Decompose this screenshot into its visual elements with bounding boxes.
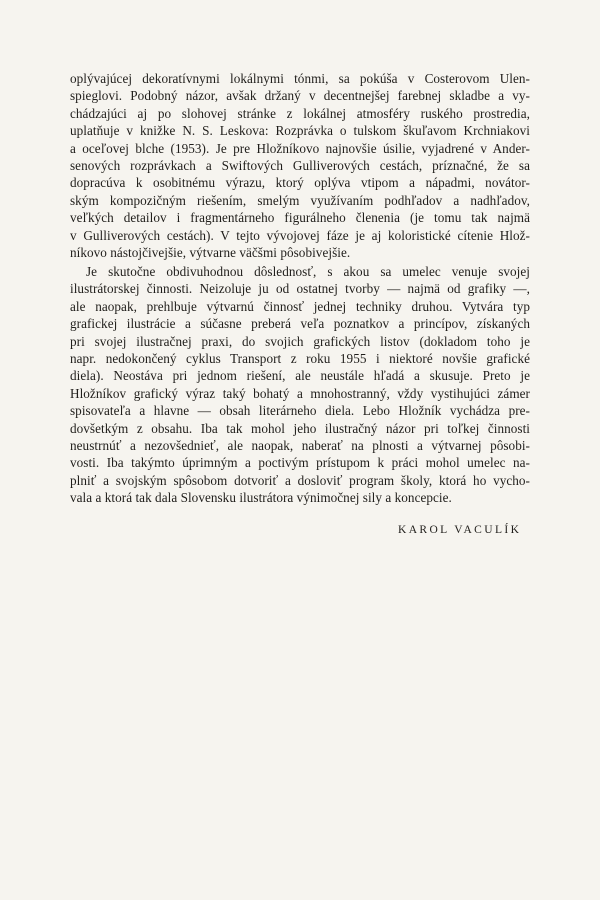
- text-line: a oceľovej blche (1953). Je pre Hložníkovo najnovšie úsilie, vyjadrené v Ander-: [70, 140, 530, 156]
- text-line: níkovo nástojčivejšie, výtvarne väčšmi pôsobivejšie.: [70, 245, 351, 261]
- text-line: vala a ktorá tak dala Slovensku ilustrátora výnimočnej sily a koncepcie.: [70, 490, 452, 506]
- text-line: neustrnúť a nezovšednieť, ale naopak, naberať na plnosti a výtvarnej pôsobi-: [70, 438, 530, 454]
- text-line: v Gulliverových cestách). V tejto vývojovej fáze je aj koloristické cítenie Hlož-: [70, 227, 530, 243]
- text-line: dopracúva k osobitnému výrazu, ktorý oplýva vtipom a nápadmi, novátor-: [70, 175, 530, 191]
- text-line: Hložníkov grafický výraz taký bohatý a mnohostranný, vždy vystihujúci zámer: [70, 385, 530, 401]
- text-line: napr. nedokončený cyklus Transport z roku 1955 i niektoré novšie grafické: [70, 351, 530, 366]
- text-line: Je skutočne obdivuhodnou dôslednosť, s akou sa umelec venuje svojej: [86, 263, 530, 279]
- body-text: [70, 70, 530, 507]
- author-signature: KAROL VACULÍK: [398, 524, 522, 536]
- text-line: ilustrátorskej činnosti. Neizoluje ju od ostatnej tvorby — najmä od grafiky —,: [70, 281, 530, 297]
- text-line: chádzajúci aj po slohovej stránke z lokálnej atmosféry ruského prostredia,: [70, 105, 530, 121]
- text-line: oplývajúcej dekoratívnymi lokálnymi tónmi, sa pokúša v Costerovom Ulen-: [70, 71, 530, 86]
- text-line: pri svojej ilustračnej praxi, do svojich grafických listov (dokladom toho je: [70, 333, 530, 349]
- text-line: dovšetkým z obsahu. Iba tak mohol jeho ilustračný názor pri toľkej činnosti: [70, 420, 530, 436]
- text-line: vosti. Iba takýmto úprimným a poctivým prístupom k práci mohol umelec na-: [70, 455, 530, 471]
- text-line: grafickej ilustrácie a súčasne preberá veľa poznatkov a princípov, získaných: [70, 316, 530, 332]
- paragraph-2: [70, 263, 530, 507]
- paragraph-1: [70, 70, 530, 261]
- text-line: senových rozprávkach a Swiftových Gulliverových cestách, príznačné, že sa: [70, 158, 530, 174]
- text-line: uplatňuje v knižke N. S. Leskova: Rozprávka o tulskom škuľavom Krchniakovi: [70, 123, 530, 139]
- text-line: diela). Neostáva pri jednom riešení, ale neustále hľadá a skusuje. Preto je: [70, 368, 530, 384]
- text-line: ale naopak, prehlbuje výtvarnú činnosť jednej techniky druhou. Vytvára typ: [70, 298, 530, 314]
- text-line: veľkých detailov i fragmentárneho figurálneho členenia (je tomu tak najmä: [70, 210, 530, 226]
- text-line: spisovateľa a hlavne — obsah literárneho diela. Lebo Hložník vychádza pre-: [70, 403, 530, 419]
- text-line: ským kompozičným riešením, smelým využívaním podhľadov a nadhľadov,: [70, 192, 530, 208]
- text-line: plniť a svojským spôsobom dotvoriť a dosloviť program školy, ktorá ho vycho-: [70, 472, 530, 488]
- text-line: spieglovi. Podobný názor, avšak držaný v decentnejšej farebnej skladbe a vy-: [70, 88, 530, 104]
